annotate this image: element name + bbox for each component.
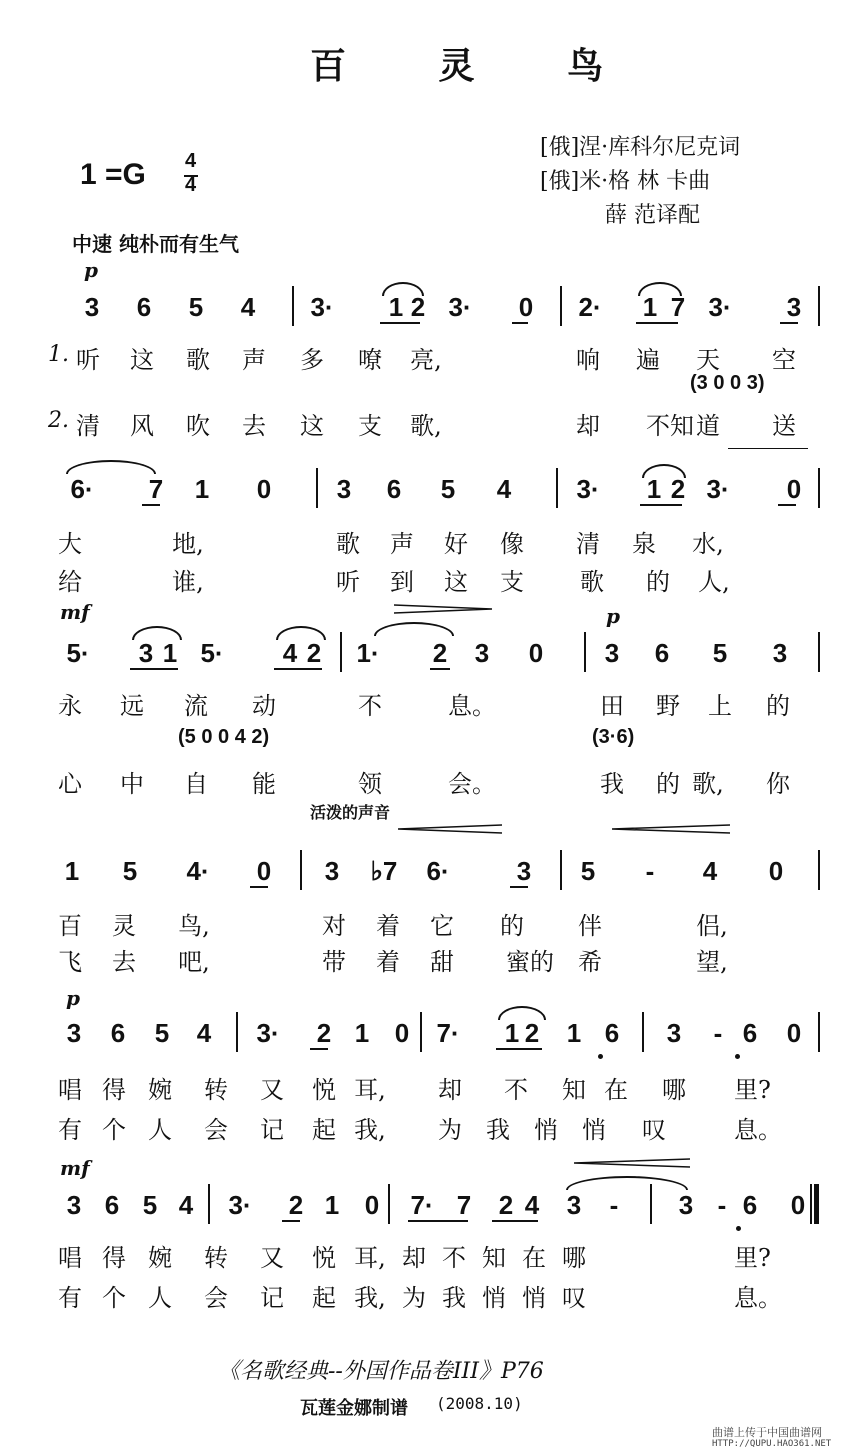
note: 3 (474, 638, 490, 668)
lyric-syllable: 我 (486, 1116, 510, 1144)
lyric-syllable: 这 (130, 346, 154, 374)
lyric-syllable: 在 (522, 1244, 546, 1272)
lyric-syllable: 唱 (58, 1076, 82, 1104)
verse-1-number: 1. (48, 342, 69, 367)
lyric-syllable: 歌, (410, 412, 442, 440)
note: 3 (336, 474, 352, 504)
lyric-syllable: 的 (500, 912, 524, 940)
lyric-syllable: 得 (102, 1076, 126, 1104)
note: - (717, 1190, 727, 1220)
lyric-syllable: 多 (300, 346, 324, 374)
note: 1 (388, 292, 404, 322)
lyric-syllable: 不 (442, 1244, 466, 1272)
lyric-syllable: 又 (260, 1076, 284, 1104)
note: 5· (66, 638, 90, 668)
note: 4· (186, 856, 210, 886)
note: 2· (578, 292, 602, 322)
lyric-syllable: 百 (58, 912, 82, 940)
lyric-syllable: 婉 (148, 1244, 172, 1272)
note: 3· (708, 292, 732, 322)
note: 4 (282, 638, 298, 668)
lyric-syllable: 风 (130, 412, 154, 440)
note: 6· (70, 474, 94, 504)
lyric-syllable: 吹 (186, 412, 210, 440)
lyric-syllable: 天 (696, 346, 720, 374)
lyric-syllable: 蜜的 (506, 948, 554, 976)
lyric-syllable: 却 (438, 1076, 462, 1104)
lyric-syllable: 人 (148, 1116, 172, 1144)
note: 2 (410, 292, 426, 322)
note: 6 (136, 292, 152, 322)
lyric-syllable: 会。 (448, 770, 496, 798)
note: 7· (436, 1018, 460, 1048)
lyric-syllable: 有 (58, 1284, 82, 1312)
lyric-syllable: 的 (646, 568, 670, 596)
decrescendo-hairpin (394, 602, 494, 616)
dynamic-p-2: p (606, 604, 620, 628)
lyric-syllable: 个 (102, 1284, 126, 1312)
note: 0 (790, 1190, 806, 1220)
lyric-syllable: 我 (442, 1284, 466, 1312)
tempo-marking: 中速 纯朴而有生气 (72, 232, 239, 256)
note: 2 (316, 1018, 332, 1048)
lyric-syllable: 里? (734, 1076, 771, 1104)
lyric-syllable: 能 (252, 770, 276, 798)
lyric-syllable: 息。 (734, 1284, 782, 1312)
lyric-syllable: 听 (76, 346, 100, 374)
note: 0 (256, 856, 272, 886)
lyric-syllable: 望, (696, 948, 728, 976)
lyric-syllable: 像 (500, 530, 524, 558)
note: 7 (148, 474, 164, 504)
note: 1 (324, 1190, 340, 1220)
crescendo-hairpin-2 (612, 822, 732, 836)
note: 3 (666, 1018, 682, 1048)
lyric-syllable: 的 (766, 692, 790, 720)
note: 7· (410, 1190, 434, 1220)
note: 1· (356, 638, 380, 668)
lyric-syllable: 飞 (58, 948, 82, 976)
source-citation: 《名歌经典--外国作品卷III》P76 (218, 1359, 544, 1384)
lyric-syllable: 有 (58, 1116, 82, 1144)
lyric-syllable: 个 (102, 1116, 126, 1144)
lyric-syllable: 悦 (312, 1076, 336, 1104)
lyric-syllable: 这 (300, 412, 324, 440)
lyric-syllable: 在 (604, 1076, 628, 1104)
lyric-syllable: 又 (260, 1244, 284, 1272)
lyric-syllable: 亮, (410, 346, 442, 374)
page-title: 百 灵 鸟 (310, 45, 644, 87)
note: 4 (496, 474, 512, 504)
note: 5 (188, 292, 204, 322)
lyric-syllable: 领 (358, 770, 382, 798)
lyric-syllable: 悄 (534, 1116, 558, 1144)
note: 0 (518, 292, 534, 322)
note: 0 (394, 1018, 410, 1048)
lyric-syllable: 遍 (636, 346, 660, 374)
lyric-syllable: 知 (562, 1076, 586, 1104)
lyric-syllable: 远 (120, 692, 144, 720)
lyric-syllable: 耳, (354, 1244, 386, 1272)
alt-notes-2: (5 0 0 4 2) (178, 726, 270, 748)
note: 3 (66, 1190, 82, 1220)
note: 4 (196, 1018, 212, 1048)
note: 2 (524, 1018, 540, 1048)
note: 5 (142, 1190, 158, 1220)
lyric-syllable: 希 (578, 948, 602, 976)
lyric-syllable: 起 (312, 1284, 336, 1312)
lyric-syllable: 野 (656, 692, 680, 720)
note: 6 (386, 474, 402, 504)
lyric-syllable: 鸟, (178, 912, 210, 940)
lyric-syllable: 永 (58, 692, 82, 720)
note: 1 (504, 1018, 520, 1048)
lyric-syllable: 歌, (692, 770, 724, 798)
note: 6 (604, 1018, 620, 1048)
lyric-syllable: 悄 (482, 1284, 506, 1312)
lyric-syllable: 声 (242, 346, 266, 374)
lyric-syllable: 清 (576, 530, 600, 558)
lyric-syllable: 记 (260, 1116, 284, 1144)
note: 2 (670, 474, 686, 504)
lyric-syllable: 息。 (734, 1116, 782, 1144)
lyric-syllable: 婉 (148, 1076, 172, 1104)
note: 3 (138, 638, 154, 668)
alt-notes-1: (3 0 0 3) (690, 372, 765, 394)
note: ♭7 (370, 856, 398, 886)
note: 2 (432, 638, 448, 668)
lyric-syllable: 田 (600, 692, 624, 720)
lyric-syllable: 不 (504, 1076, 528, 1104)
note: 3 (516, 856, 532, 886)
lyric-syllable: 你 (766, 770, 790, 798)
lyric-syllable: 悦 (312, 1244, 336, 1272)
lyric-syllable: 空 (772, 346, 796, 374)
lyric-syllable: 悄 (522, 1284, 546, 1312)
watermark-line-1: 曲谱上传于中国曲谱网 (712, 1426, 822, 1439)
lyric-syllable: 记 (260, 1284, 284, 1312)
lyric-syllable: 不 (358, 692, 382, 720)
note: 0 (364, 1190, 380, 1220)
note: 4 (240, 292, 256, 322)
note: 3 (566, 1190, 582, 1220)
note: 7 (670, 292, 686, 322)
dynamic-p: p (84, 258, 98, 282)
verse-2-number: 2. (48, 408, 69, 433)
lyric-syllable: 会 (204, 1284, 228, 1312)
note: 3 (604, 638, 620, 668)
note: 3 (324, 856, 340, 886)
note: 5 (440, 474, 456, 504)
note: 2 (288, 1190, 304, 1220)
note: 6 (742, 1018, 758, 1048)
composer-credit: [俄]米·格 林 卡曲 (540, 169, 711, 194)
lyric-syllable: 清 (76, 412, 100, 440)
note: - (609, 1190, 619, 1220)
note: 1 (162, 638, 178, 668)
lyric-syllable: 我 (600, 770, 624, 798)
lyric-syllable: 对 (322, 912, 346, 940)
lyric-syllable: 听 (336, 568, 360, 596)
lyric-syllable: 叹 (562, 1284, 586, 1312)
note: 5 (580, 856, 596, 886)
note: 3· (256, 1018, 280, 1048)
lyric-syllable: 声 (390, 530, 414, 558)
lyricist-credit: [俄]涅·库科尔尼克词 (540, 135, 741, 160)
lyric-syllable: 送 (772, 412, 796, 440)
lyric-syllable: 歌 (186, 346, 210, 374)
note: 1 (194, 474, 210, 504)
lyric-syllable: 到 (390, 568, 414, 596)
note: 3· (448, 292, 472, 322)
lyric-syllable: 带 (322, 948, 346, 976)
lyric-syllable: 流 (184, 692, 208, 720)
note: 4 (178, 1190, 194, 1220)
lyric-syllable: 的 (656, 770, 680, 798)
note: 6 (110, 1018, 126, 1048)
lyric-syllable: 大 (58, 530, 82, 558)
lyric-syllable: 甜 (430, 948, 454, 976)
lyric-syllable: 人, (698, 568, 730, 596)
note: 3 (678, 1190, 694, 1220)
lyric-syllable: 我, (354, 1284, 386, 1312)
lyric-syllable: 叹 (642, 1116, 666, 1144)
lyric-syllable: 伴 (578, 912, 602, 940)
lyric-syllable: 好 (444, 530, 468, 558)
lyric-syllable: 着 (376, 948, 400, 976)
note: 3 (84, 292, 100, 322)
lyric-syllable: 歌 (336, 530, 360, 558)
lyric-syllable: 转 (204, 1076, 228, 1104)
lyric-syllable: 哪 (662, 1076, 686, 1104)
lyric-syllable: 嘹 (358, 346, 382, 374)
note: - (645, 856, 655, 886)
lyric-syllable: 支 (500, 568, 524, 596)
note: 1 (642, 292, 658, 322)
note: 0 (256, 474, 272, 504)
lyric-syllable: 心 (58, 770, 82, 798)
note: 3 (66, 1018, 82, 1048)
lyric-syllable: 去 (242, 412, 266, 440)
lyric-syllable: 里? (734, 1244, 771, 1272)
note: 4 (524, 1190, 540, 1220)
lyric-syllable: 响 (576, 346, 600, 374)
lyric-syllable: 哪 (562, 1244, 586, 1272)
note: 5 (712, 638, 728, 668)
note: 7 (456, 1190, 472, 1220)
note: 5 (122, 856, 138, 886)
note: 0 (786, 474, 802, 504)
lyric-syllable: 人 (148, 1284, 172, 1312)
lyric-syllable: 道 (696, 412, 720, 440)
lyric-syllable: 却 (576, 412, 600, 440)
note: 3· (310, 292, 334, 322)
note: - (713, 1018, 723, 1048)
lyric-syllable: 为 (402, 1284, 426, 1312)
note: 6 (654, 638, 670, 668)
lyric-syllable: 支 (358, 412, 382, 440)
lyric-syllable: 息。 (448, 692, 496, 720)
note: 2 (498, 1190, 514, 1220)
lyric-syllable: 起 (312, 1116, 336, 1144)
lyric-syllable: 不知 (646, 412, 694, 440)
lyric-syllable: 中 (120, 770, 144, 798)
lyric-syllable: 它 (430, 912, 454, 940)
lyric-syllable: 动 (252, 692, 276, 720)
note: 3· (706, 474, 730, 504)
lyric-syllable: 去 (112, 948, 136, 976)
note: 0 (786, 1018, 802, 1048)
time-signature-top: 4 (185, 150, 197, 172)
lyric-syllable: 这 (444, 568, 468, 596)
lyric-syllable: 侣, (696, 912, 728, 940)
note: 1 (64, 856, 80, 886)
dynamic-p-3: p (66, 986, 80, 1010)
lyric-syllable: 为 (438, 1116, 462, 1144)
time-signature-bottom: 4 (185, 174, 197, 196)
lyric-syllable: 知 (482, 1244, 506, 1272)
note: 3· (576, 474, 600, 504)
lyric-syllable: 给 (58, 568, 82, 596)
note: 1 (646, 474, 662, 504)
lyric-syllable: 泉 (632, 530, 656, 558)
lyric-syllable: 悄 (582, 1116, 606, 1144)
lyric-syllable: 唱 (58, 1244, 82, 1272)
note: 1 (566, 1018, 582, 1048)
note: 0 (528, 638, 544, 668)
lyric-syllable: 着 (376, 912, 400, 940)
lyric-syllable: 自 (184, 770, 208, 798)
note: 5· (200, 638, 224, 668)
lyric-syllable: 上 (708, 692, 732, 720)
lyric-syllable: 我, (354, 1116, 386, 1144)
note: 5 (154, 1018, 170, 1048)
note: 2 (306, 638, 322, 668)
maker-credit: 瓦莲金娜制谱 (300, 1398, 408, 1419)
translator-credit: 薛 范译配 (605, 203, 700, 228)
crescendo-hairpin-3 (574, 1156, 692, 1170)
dynamic-mf-2: mf (60, 1156, 90, 1180)
date-credit: (2008.10) (436, 1394, 523, 1413)
lyric-syllable: 歌 (580, 568, 604, 596)
crescendo-hairpin-1 (398, 822, 504, 836)
lyric-syllable: 谁, (172, 568, 204, 596)
note: 4 (702, 856, 718, 886)
note: 3 (786, 292, 802, 322)
note: 1 (354, 1018, 370, 1048)
lyric-syllable: 水, (692, 530, 724, 558)
lyric-syllable: 得 (102, 1244, 126, 1272)
expression-marking: 活泼的声音 (310, 803, 391, 822)
lyric-syllable: 地, (172, 530, 204, 558)
key-signature: 1 =G (80, 158, 146, 191)
lyric-syllable: 耳, (354, 1076, 386, 1104)
note: 6 (742, 1190, 758, 1220)
lyric-syllable: 吧, (178, 948, 210, 976)
note: 6· (426, 856, 450, 886)
lyric-syllable: 会 (204, 1116, 228, 1144)
watermark-line-2: HTTP://QUPU.HAO361.NET (712, 1439, 832, 1449)
alt-notes-3: (3·6) (592, 726, 635, 748)
lyric-syllable: 却 (402, 1244, 426, 1272)
note: 6 (104, 1190, 120, 1220)
note: 3 (772, 638, 788, 668)
lyric-syllable: 灵 (112, 912, 136, 940)
note: 0 (768, 856, 784, 886)
lyric-syllable: 转 (204, 1244, 228, 1272)
dynamic-mf: mf (60, 600, 90, 624)
note: 3· (228, 1190, 252, 1220)
